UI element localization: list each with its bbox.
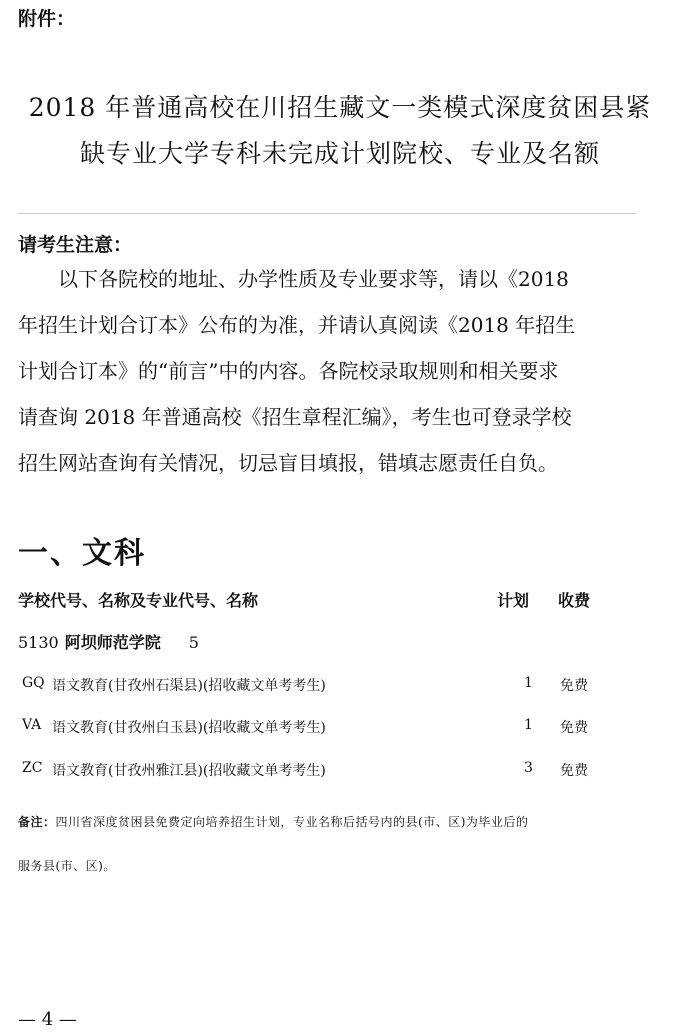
school-plan-count: 5 bbox=[188, 633, 199, 652]
notice-paragraph bbox=[18, 256, 636, 486]
attachment-label: 附件： bbox=[18, 8, 76, 30]
table-row bbox=[0, 675, 680, 697]
notice-heading: 请考生注意： bbox=[18, 234, 133, 256]
major-plan: 3 bbox=[524, 760, 533, 776]
divider bbox=[18, 213, 636, 214]
major-name: 语文教育(甘孜州雅江县)(招收藏文单考考生) bbox=[52, 763, 326, 779]
note-line1 bbox=[18, 800, 638, 844]
school-code: 5130 bbox=[18, 633, 59, 652]
major-fee: 免费 bbox=[560, 763, 588, 779]
major-code: ZC bbox=[22, 760, 43, 776]
document-title-line1: 2018 年普通高校在川招生藏文一类模式深度贫困县紧 bbox=[28, 93, 652, 122]
column-header-plan: 计划 bbox=[497, 591, 530, 610]
notice-line: 招生网站查询有关情况，切忌盲目填报，错填志愿责任自负。 bbox=[18, 451, 558, 475]
table-row bbox=[0, 717, 680, 739]
notice-line: 年招生计划合订本》公布的为准，并请认真阅读《2018 年招生 bbox=[18, 313, 576, 337]
school-name: 阿坝师范学院 bbox=[64, 633, 161, 652]
note bbox=[18, 800, 638, 888]
notice-line: 计划合订本》的“前言”中的内容。各院校录取规则和相关要求 bbox=[18, 359, 559, 383]
major-plan: 1 bbox=[524, 717, 533, 733]
note-label: 备注： bbox=[18, 815, 56, 829]
notice-line: 请查询 2018 年普通高校《招生章程汇编》，考生也可登录学校 bbox=[18, 405, 572, 429]
column-header-name: 学校代号、名称及专业代号、名称 bbox=[18, 591, 259, 610]
major-fee: 免费 bbox=[560, 720, 588, 736]
section-title: 一、文科 bbox=[18, 536, 146, 571]
table-row bbox=[0, 760, 680, 782]
major-code: VA bbox=[22, 717, 42, 733]
major-name: 语文教育(甘孜州石渠县)(招收藏文单考考生) bbox=[52, 678, 326, 694]
notice-line: 以下各院校的地址、办学性质及专业要求等，请以《2018 bbox=[58, 267, 569, 291]
note-line2: 服务县(市、区)。 bbox=[18, 859, 116, 873]
page-number: — 4 — bbox=[18, 1009, 77, 1030]
major-name: 语文教育(甘孜州白玉县)(招收藏文单考考生) bbox=[52, 720, 326, 736]
document-title-line2: 缺专业大学专科未完成计划院校、专业及名额 bbox=[79, 139, 600, 168]
note-text: 四川省深度贫困县免费定向培养招生计划，专业名称后括号内的县(市、区)为毕业后的 bbox=[55, 815, 529, 829]
school-row bbox=[18, 630, 199, 653]
major-code: GQ bbox=[22, 675, 45, 691]
major-plan: 1 bbox=[524, 675, 533, 691]
column-header-fee: 收费 bbox=[558, 591, 591, 610]
major-fee: 免费 bbox=[560, 678, 588, 694]
